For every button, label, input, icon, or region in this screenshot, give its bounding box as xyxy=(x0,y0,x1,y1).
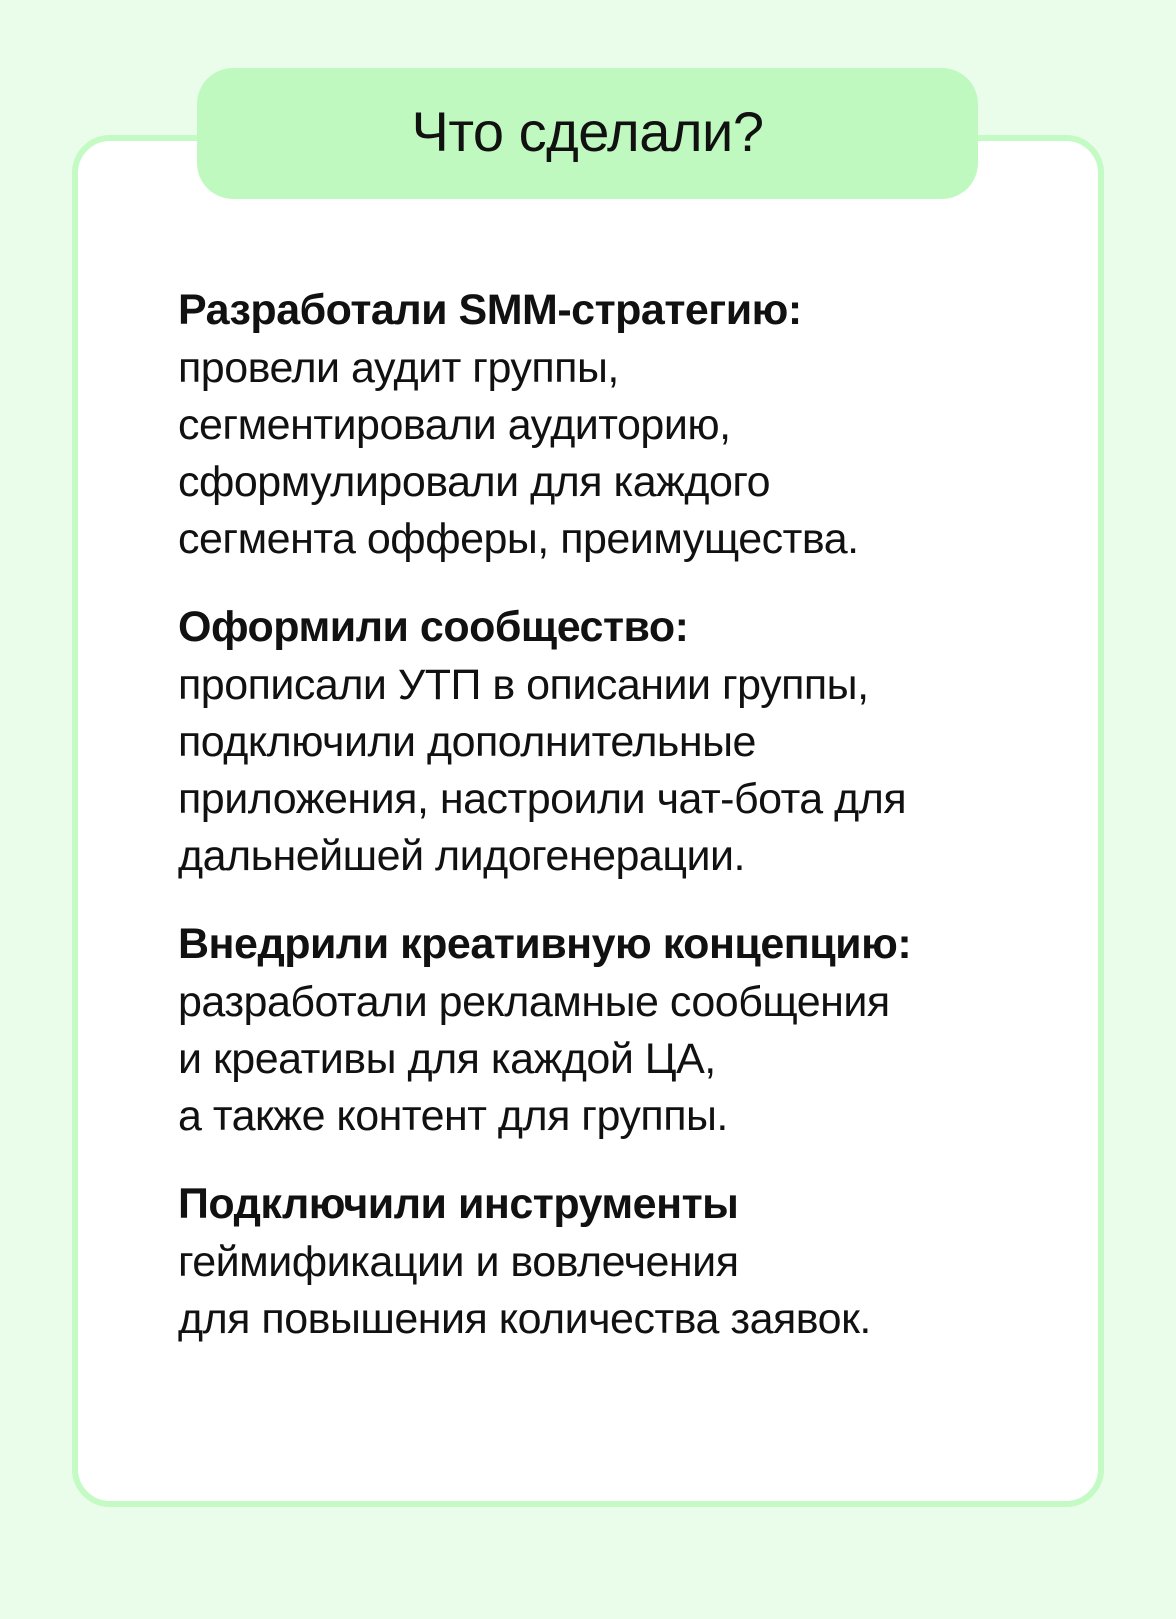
section-text-line: дальнейшей лидогенерации. xyxy=(178,832,745,880)
section-text-line: сегментировали аудиторию, xyxy=(178,401,731,449)
section-heading: Внедрили креативную концепцию: xyxy=(178,920,912,968)
section-text-line: сформулировали для каждого xyxy=(178,458,771,506)
section-text-line: геймификации и вовлечения xyxy=(178,1238,739,1286)
section-text-line: подключили дополнительные xyxy=(178,718,756,766)
section-text-line: провели аудит группы, xyxy=(178,344,619,392)
section-heading: Разработали SMM-стратегию: xyxy=(178,286,802,334)
section-heading: Оформили сообщество: xyxy=(178,603,689,651)
section-strategy xyxy=(178,280,1038,568)
section-text-line: прописали УТП в описании группы, xyxy=(178,661,869,709)
page-title: Что сделали? xyxy=(411,99,764,163)
sections-list xyxy=(178,280,1038,1377)
section-text-line: приложения, настроили чат-бота для xyxy=(178,775,907,823)
section-community xyxy=(178,597,1038,885)
section-text-line: и креативы для каждой ЦА, xyxy=(178,1035,716,1083)
section-heading: Подключили инструменты xyxy=(178,1180,739,1228)
title-tab xyxy=(197,68,978,199)
section-text-line: а также контент для группы. xyxy=(178,1092,728,1140)
section-text-line: для повышения количества заявок. xyxy=(178,1295,871,1343)
section-tools xyxy=(178,1174,1038,1348)
section-text-line: разработали рекламные сообщения xyxy=(178,978,890,1026)
section-text-line: сегмента офферы, преимущества. xyxy=(178,515,859,563)
section-creative xyxy=(178,914,1038,1145)
